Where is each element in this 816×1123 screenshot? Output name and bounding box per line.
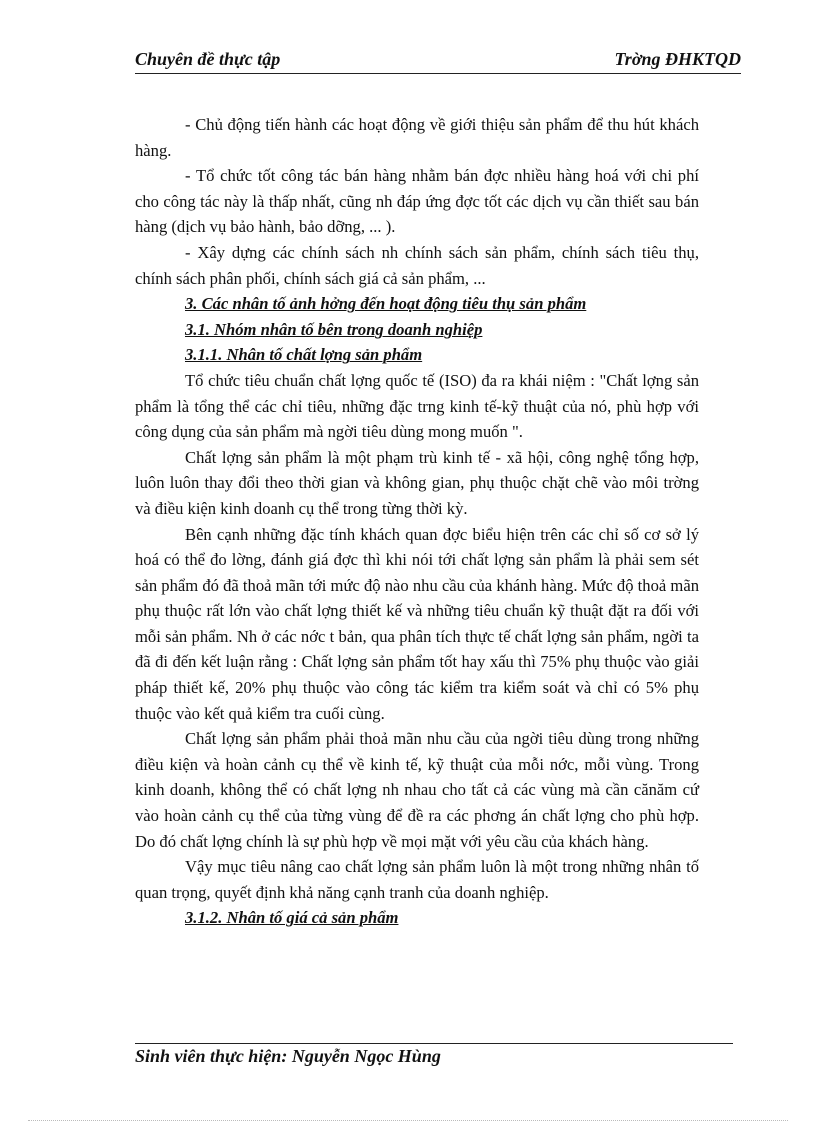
footer-author: Sinh viên thực hiện: Nguyễn Ngọc Hùng [135, 1046, 441, 1066]
page-bottom-edge [28, 1120, 788, 1121]
paragraph: - Tổ chức tốt công tác bán hàng nhằm bán đợc nhiều hàng hoá với chi phí cho công tác này là thấp nhất, cũng nh đáp ứng đợc tốt các dịch vụ cần thiết sau bán hàng (dịch vụ bảo hành, bảo dỡng, ... ). [135, 166, 699, 237]
header-school: Trờng ĐHKTQD [614, 49, 741, 69]
subsection-heading: 3.1. Nhóm nhân tố bên trong doanh nghiệp [185, 319, 483, 339]
document-body [135, 112, 699, 931]
footer-divider [135, 1043, 733, 1044]
subsubsection-heading: 3.1.1. Nhân tố chất lợng sản phẩm [185, 345, 423, 365]
header-title: Chuyên đề thực tập [135, 49, 281, 69]
section-heading: 3. Các nhân tố ảnh hởng đến hoạt động tiêu thụ sản phẩm [185, 294, 587, 314]
paragraph: Vậy mục tiêu nâng cao chất lợng sản phẩm luôn là một trong những nhân tố quan trọng, quyết định khả năng cạnh tranh của doanh nghiệp. [135, 857, 699, 902]
paragraph: Bên cạnh những đặc tính khách quan đợc biểu hiện trên các chỉ số cơ sở lý hoá có thể đo lờng, đánh giá đợc thì khi nói tới chất lợng sản phẩm là phải sem sét sản phẩm đó đã thoả mãn tới mức độ nào nhu cầu của khánh hàng. Mức độ thoả mãn phụ thuộc rất lớn vào chất lợng thiết kế và những tiêu chuẩn kỹ thuật đặt ra đối với mỗi sản phẩm. Nh ở các nớc t bản, qua phân tích thực tế chất lợng sản phẩm, ngời ta đã đi đến kết luận rằng : Chất lợng sản phẩm tốt hay xấu thì 75% phụ thuộc vào giải pháp thiết kế, 20% phụ thuộc vào công tác kiểm tra kiểm soát và chỉ có 5% phụ thuộc vào kết quả kiểm tra cuối cùng. [135, 524, 699, 723]
paragraph: Chất lợng sản phẩm phải thoả mãn nhu cầu của ngời tiêu dùng trong những điều kiện và hoàn cảnh cụ thể về kinh tế, kỹ thuật của mỗi nớc, mỗi vùng. Trong kinh doanh, không thể có chất lợng nh nhau cho tất cả các vùng mà cần cănăm cứ vào hoàn cảnh cụ thể của từng vùng để đề ra các phơng án chất lợng cho phù hợp. Do đó chất lợng chính là sự phù hợp về mọi mặt với yêu cầu của khách hàng. [135, 729, 699, 851]
paragraph: Tổ chức tiêu chuẩn chất lợng quốc tế (ISO) đa ra khái niệm : "Chất lợng sản phẩm là tổng thể các chỉ tiêu, những đặc trng kinh tế-kỹ thuật của nó, phù hợp với công dụng của sản phẩm mà ngời tiêu dùng mong muốn ". [135, 370, 699, 442]
subsubsection-heading: 3.1.2. Nhân tố giá cả sản phẩm [185, 908, 399, 928]
page-header [135, 49, 741, 74]
paragraph: Chất lợng sản phẩm là một phạm trù kinh tế - xã hội, công nghệ tổng hợp, luôn luôn thay đổi theo thời gian và không gian, phụ thuộc chặt chẽ vào môi trờng và điều kiện kinh doanh cụ thể trong từng thời kỳ. [135, 447, 699, 518]
paragraph: - Chủ động tiến hành các hoạt động về giới thiệu sản phẩm để thu hút khách hàng. [135, 115, 699, 160]
paragraph: - Xây dựng các chính sách nh chính sách sản phẩm, chính sách tiêu thụ, chính sách phân phối, chính sách giá cả sản phẩm, ... [135, 242, 699, 288]
